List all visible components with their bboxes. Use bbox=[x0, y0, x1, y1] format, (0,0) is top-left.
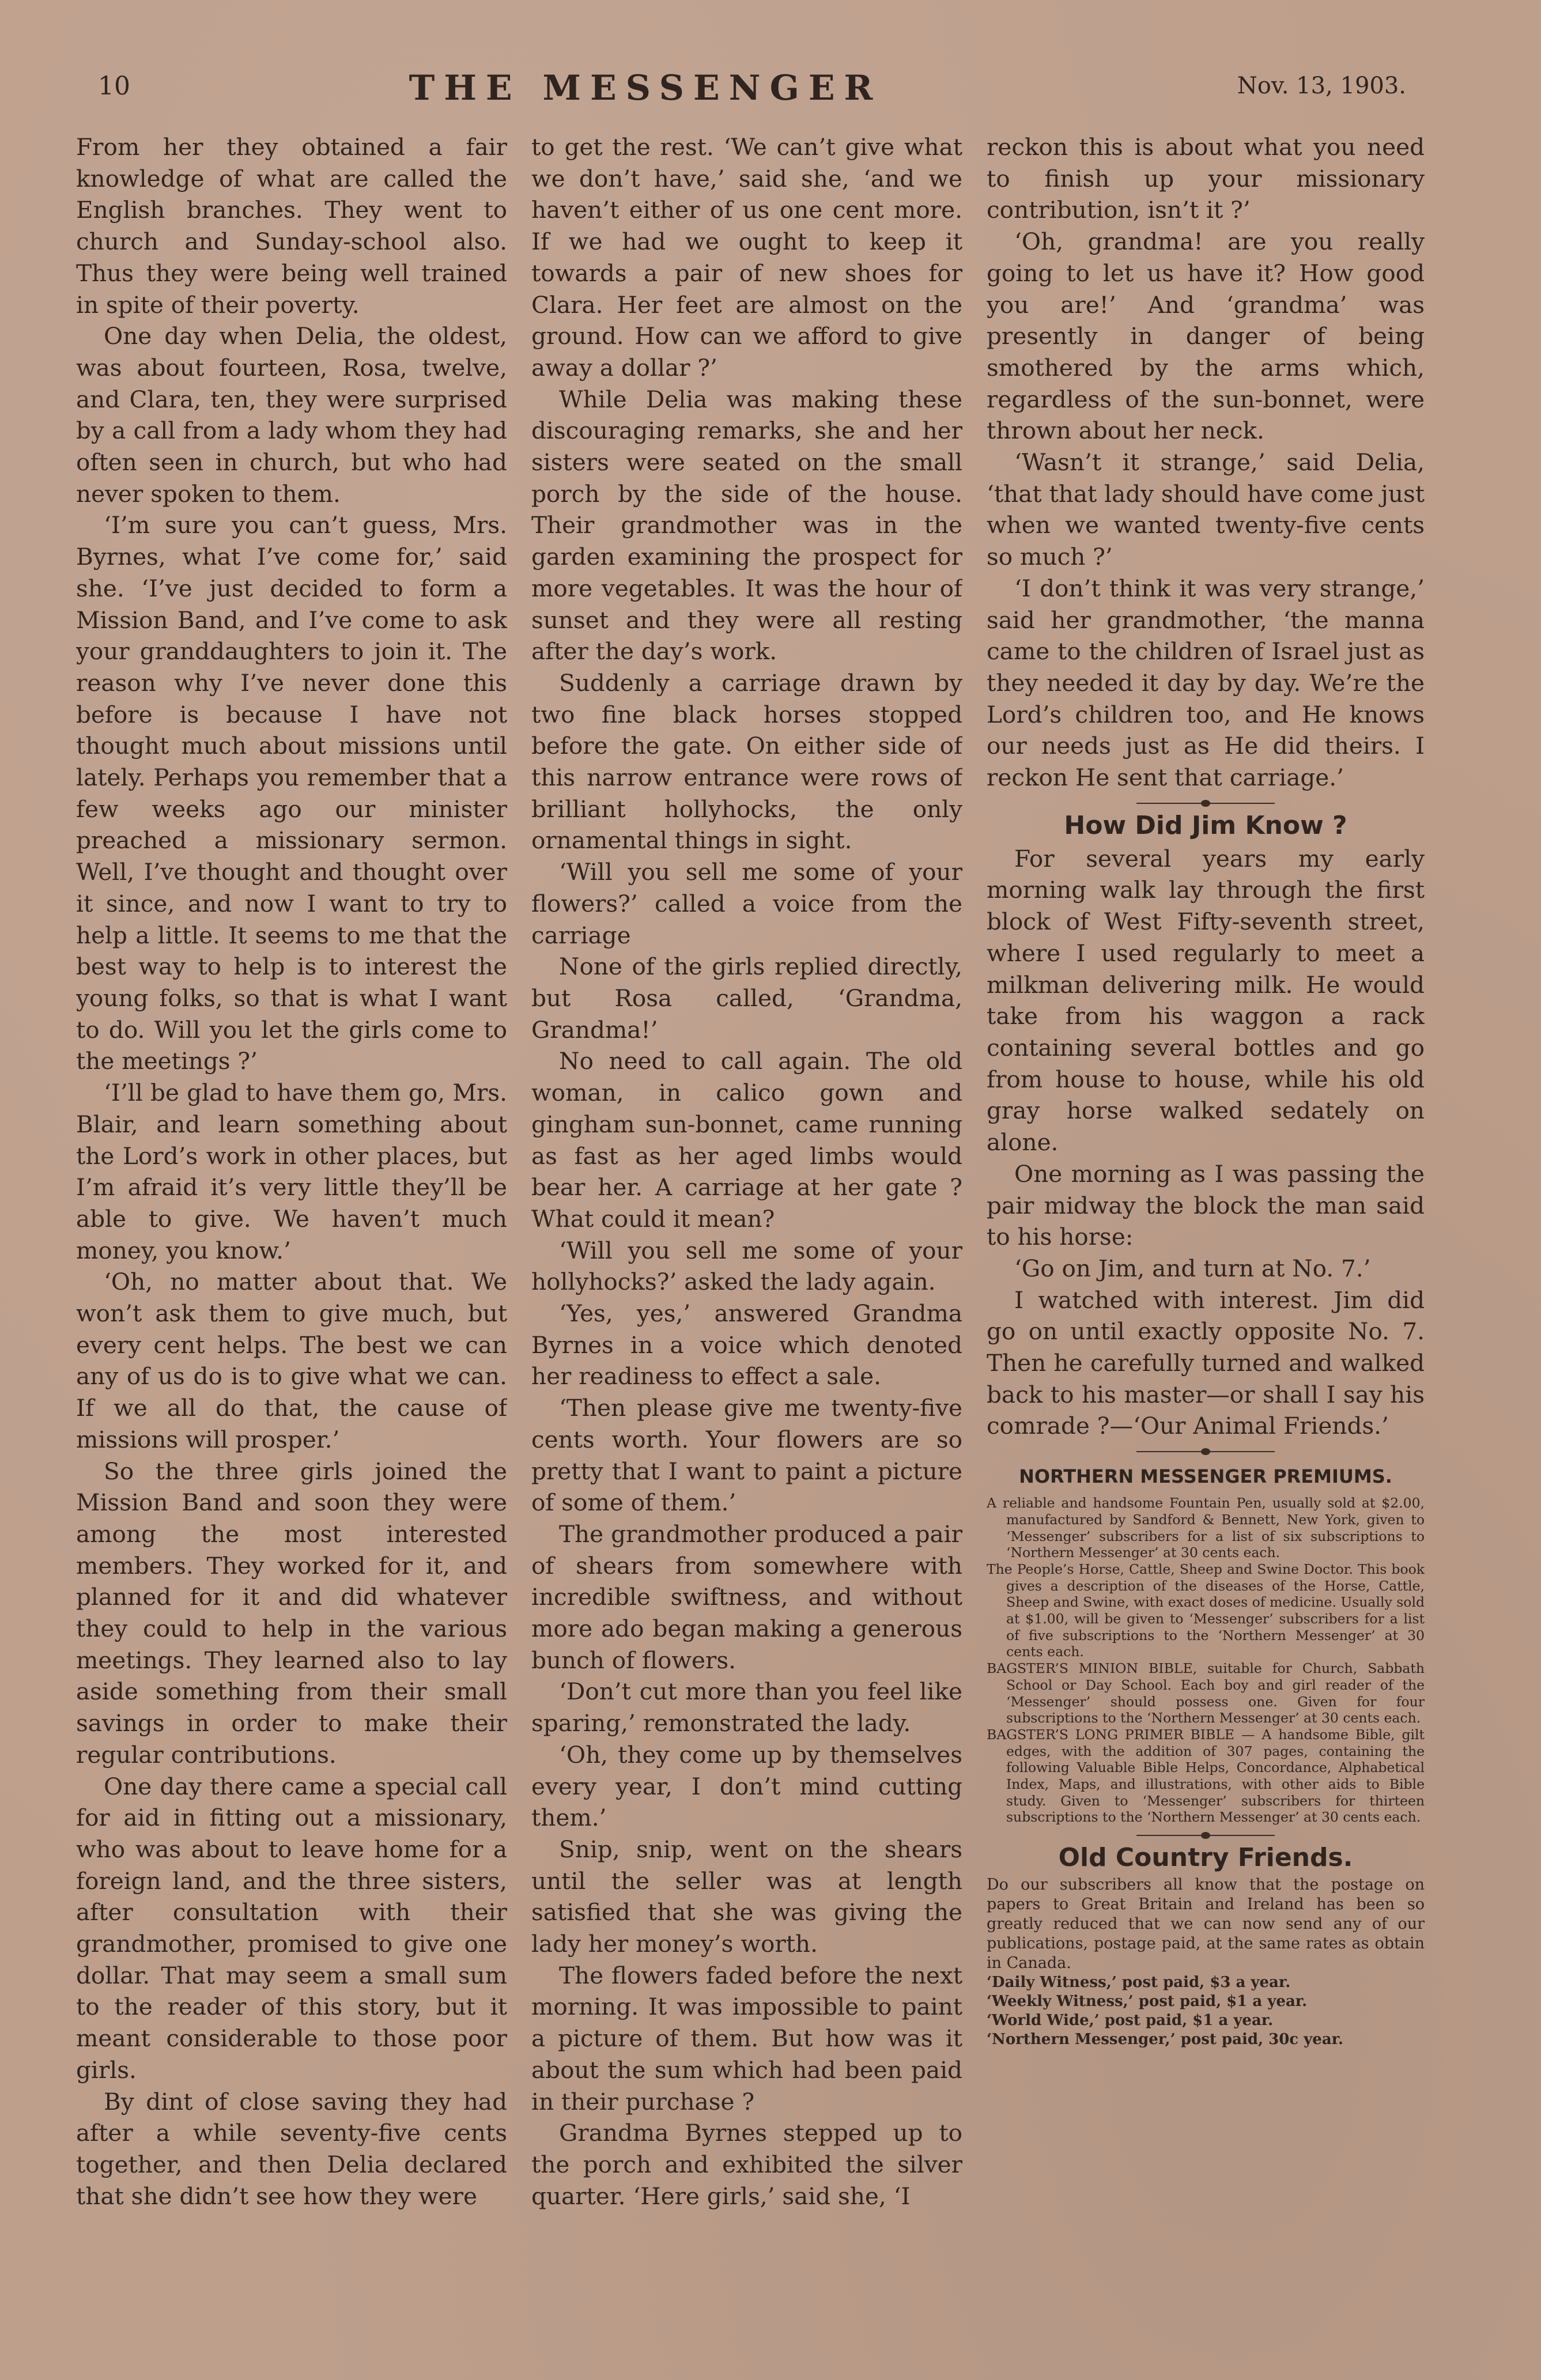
column-1 bbox=[76, 131, 507, 2252]
price-list bbox=[987, 1973, 1425, 2049]
price-line: ‘Northern Messenger,’ post paid, 30c year. bbox=[987, 2031, 1344, 2049]
paragraph: ‘Then please give me twenty-five cents worth. Your flowers are so pretty that I want to paint a picture of some of them.’ bbox=[531, 1394, 962, 1517]
paragraph: The flowers faded before the next morning. It was impossible to paint a picture of them. But how was it about the sum which had been paid in their purchase ? bbox=[531, 1961, 962, 2115]
paragraph: ‘I’ll be glad to have them go, Mrs. Blair, and learn something about the Lord’s work in other places, but I’m afraid it’s very little they’ll be able to give. We haven’t much money, you know.’ bbox=[76, 1079, 507, 1264]
paragraph: ‘Oh, grandma! are you really going to let us have it? How good you are!’ And ‘grandma’ was presently in danger of being smothered by the arms which, regardless of the sun-bonnet, were thrown about her neck. bbox=[987, 228, 1425, 445]
column-3 bbox=[987, 131, 1425, 2252]
paragraph: I watched with interest. Jim did go on until exactly opposite No. 7. Then he carefully turned and walked back to his master—or shall I say his comrade ?—‘Our Animal Friends.’ bbox=[987, 1286, 1425, 1440]
paragraph: So the three girls joined the Mission Band and soon they were among the most interested members. They worked for it, and planned for it and did whatever they could to help in the various meetings. They learned also to lay aside something from their small savings in order to make their regular contributions. bbox=[76, 1457, 507, 1769]
price-line: ‘Weekly Witness,’ post paid, $1 a year. bbox=[987, 1993, 1308, 2011]
issue-date: Nov. 13, 1903. bbox=[1237, 73, 1406, 99]
paragraph: ‘Wasn’t it strange,’ said Delia, ‘that that lady should have come just when we wanted twenty-five cents so much ?’ bbox=[987, 448, 1425, 571]
paragraph: Do our subscribers all know that the postage on papers to Great Britain and Ireland has been so greatly reduced that we can now send any of our publications, postage paid, at the same rates as obtain in Canada. bbox=[987, 1876, 1425, 1973]
paragraph: ‘Oh, they come up by themselves every year, I don’t mind cutting them.’ bbox=[531, 1740, 962, 1832]
paragraph: ‘Yes, yes,’ answered Grandma Byrnes in a voice which denoted her readiness to effect a sale. bbox=[531, 1299, 962, 1391]
price-line: ‘Daily Witness,’ post paid, $3 a year. bbox=[987, 1974, 1291, 1992]
paragraph: Suddenly a carriage drawn by two fine black horses stopped before the gate. On either side of this narrow entrance were rows of brilliant hollyhocks, the only ornamental things in sight. bbox=[531, 668, 962, 855]
premium-item: The People’s Horse, Cattle, Sheep and Swine Doctor. This book gives a description of the diseases of the Horse, Cattle, Sheep and Swine, with exact doses of medicine. Usually sold at $1.00, will be given to ‘Messenger’ subscribers for a list of five subscriptions to the ‘Northern Messenger’ at 30 cents each. bbox=[987, 1561, 1425, 1660]
paragraph: ‘I’m sure you can’t guess, Mrs. Byrnes, what I’ve come for,’ said she. ‘I’ve just decided to form a Mission Band, and I’ve come to ask your granddaughters to join it. The reason why I’ve never done this before is because I have not thought much about missions until lately. Perhaps you remember that a few weeks ago our minister preached a missionary sermon. Well, I’ve thought and thought over it since, and now I want to try to help a little. It seems to me that the best way to help is to interest the young folks, so that is what I want to do. Will you let the girls come to the meetings ?’ bbox=[76, 511, 507, 1075]
paragraph: ‘Don’t cut more than you feel like sparing,’ remonstrated the lady. bbox=[531, 1678, 962, 1737]
paragraph: By dint of close saving they had after a while seventy-five cents together, and then Delia declared that she didn’t see how they were bbox=[76, 2087, 507, 2210]
paragraph: One morning as I was passing the pair midway the block the man said to his horse: bbox=[987, 1159, 1425, 1251]
premium-item: A reliable and handsome Fountain Pen, usually sold at $2.00, manufactured by Sandford & Bennett, New York, given to ‘Messenger’ subscribers for a list of six subscriptions to ‘Northern Messenger’ at 30 cents each. bbox=[987, 1495, 1425, 1561]
paragraph: ‘I don’t think it was very strange,’ said her grandmother, ‘the manna came to the children of Israel just as they needed it day by day. We’re the Lord’s children too, and He knows our needs just as He did theirs. I reckon He sent that carriage.’ bbox=[987, 574, 1425, 792]
paragraph: One day there came a special call for aid in fitting out a missionary, who was about to leave home for a foreign land, and the three sisters, after consultation with their grandmother, promised to give one dollar. That may seem a small sum to the reader of this story, but it meant considerable to those poor girls. bbox=[76, 1772, 507, 2084]
paragraph: ‘Will you sell me some of your hollyhocks?’ asked the lady again. bbox=[531, 1236, 962, 1296]
paragraph: Grandma Byrnes stepped up to the porch and exhibited the silver quarter. ‘Here girls,’ said she, ‘I bbox=[531, 2119, 962, 2210]
paragraph: None of the girls replied directly, but Rosa called, ‘Grandma, Grandma!’ bbox=[531, 953, 962, 1044]
paragraph: No need to call again. The old woman, in calico gown and gingham sun-bonnet, came running as fast as her aged limbs would bear her. A carriage at her gate ? What could it mean? bbox=[531, 1047, 962, 1233]
article-heading-old-country: Old Country Friends. bbox=[1058, 1843, 1353, 1873]
paragraph: reckon this is about what you need to finish up your missionary contribution, isn’t it ?’ bbox=[987, 133, 1425, 224]
article-heading-jim: How Did Jim Know ? bbox=[1064, 810, 1347, 840]
paragraph: ‘Go on Jim, and turn at No. 7.’ bbox=[1014, 1254, 1371, 1282]
paragraph: For several years my early morning walk lay through the first block of West Fifty-seventh street, where I used regularly to meet a milkman delivering milk. He would take from his waggon a rack containing several bottles and go from house to house, while his old gray horse walked sedately on alone. bbox=[987, 844, 1425, 1157]
section-divider bbox=[1136, 1835, 1275, 1836]
paragraph: While Delia was making these discouraging remarks, she and her sisters were seated on the small porch by the side of the house. Their grandmother was in the garden examining the prospect for more vegetables. It was the hour of sunset and they were all resting after the day’s work. bbox=[531, 385, 962, 666]
masthead bbox=[98, 68, 1406, 108]
paragraph: ‘Will you sell me some of your flowers?’ called a voice from the carriage bbox=[531, 858, 962, 949]
page-number: 10 bbox=[98, 71, 130, 101]
column-2 bbox=[531, 131, 962, 2252]
premiums-heading: NORTHERN MESSENGER PREMIUMS. bbox=[1019, 1465, 1392, 1488]
newspaper-title: THE MESSENGER bbox=[409, 68, 882, 108]
paragraph: to get the rest. ‘We can’t give what we don’t have,’ said she, ‘and we haven’t either of us one cent more. If we had we ought to keep it towards a pair of new shoes for Clara. Her feet are almost on the ground. How can we afford to give away a dollar ?’ bbox=[531, 133, 962, 381]
section-divider bbox=[1136, 1451, 1275, 1452]
paragraph: ‘Oh, no matter about that. We won’t ask them to give much, but every cent helps. The best we can any of us do is to give what we can. If we all do that, the cause of missions will prosper.’ bbox=[76, 1268, 507, 1453]
premium-item: BAGSTER’S LONG PRIMER BIBLE — A handsome Bible, gilt edges, with the addition of 307 pages, containing the following Valuable Bible Helps, Concordance, Alphabetical Index, Maps, and illustrations, with other aids to Bible study. Given to ‘Messenger’ subscribers for thirteen subscriptions to the ‘Northern Messenger’ at 30 cents each. bbox=[987, 1726, 1425, 1826]
paragraph: The grandmother produced a pair of shears from somewhere with incredible swiftness, and without more ado began making a generous bunch of flowers. bbox=[531, 1520, 962, 1674]
paragraph: Snip, snip, went on the shears until the seller was at length satisfied that she was giving the lady her money’s worth. bbox=[531, 1835, 962, 1958]
paragraph: From her they obtained a fair knowledge of what are called the English branches. They went to church and Sunday-school also. Thus they were being well trained in spite of their poverty. bbox=[76, 133, 507, 319]
paragraph: One day when Delia, the oldest, was about fourteen, Rosa, twelve, and Clara, ten, they were surprised by a call from a lady whom they had often seen in church, but who had never spoken to them. bbox=[76, 322, 507, 508]
premiums-list bbox=[987, 1495, 1425, 1826]
price-line: ‘World Wide,’ post paid, $1 a year. bbox=[987, 2012, 1274, 2030]
section-divider bbox=[1136, 803, 1275, 804]
premium-item: BAGSTER’S MINION BIBLE, suitable for Church, Sabbath School or Day School. Each boy and girl reader of the ‘Messenger’ should possess one. Given for four subscriptions to the ‘Northern Messenger’ at 30 cents each. bbox=[987, 1660, 1425, 1727]
